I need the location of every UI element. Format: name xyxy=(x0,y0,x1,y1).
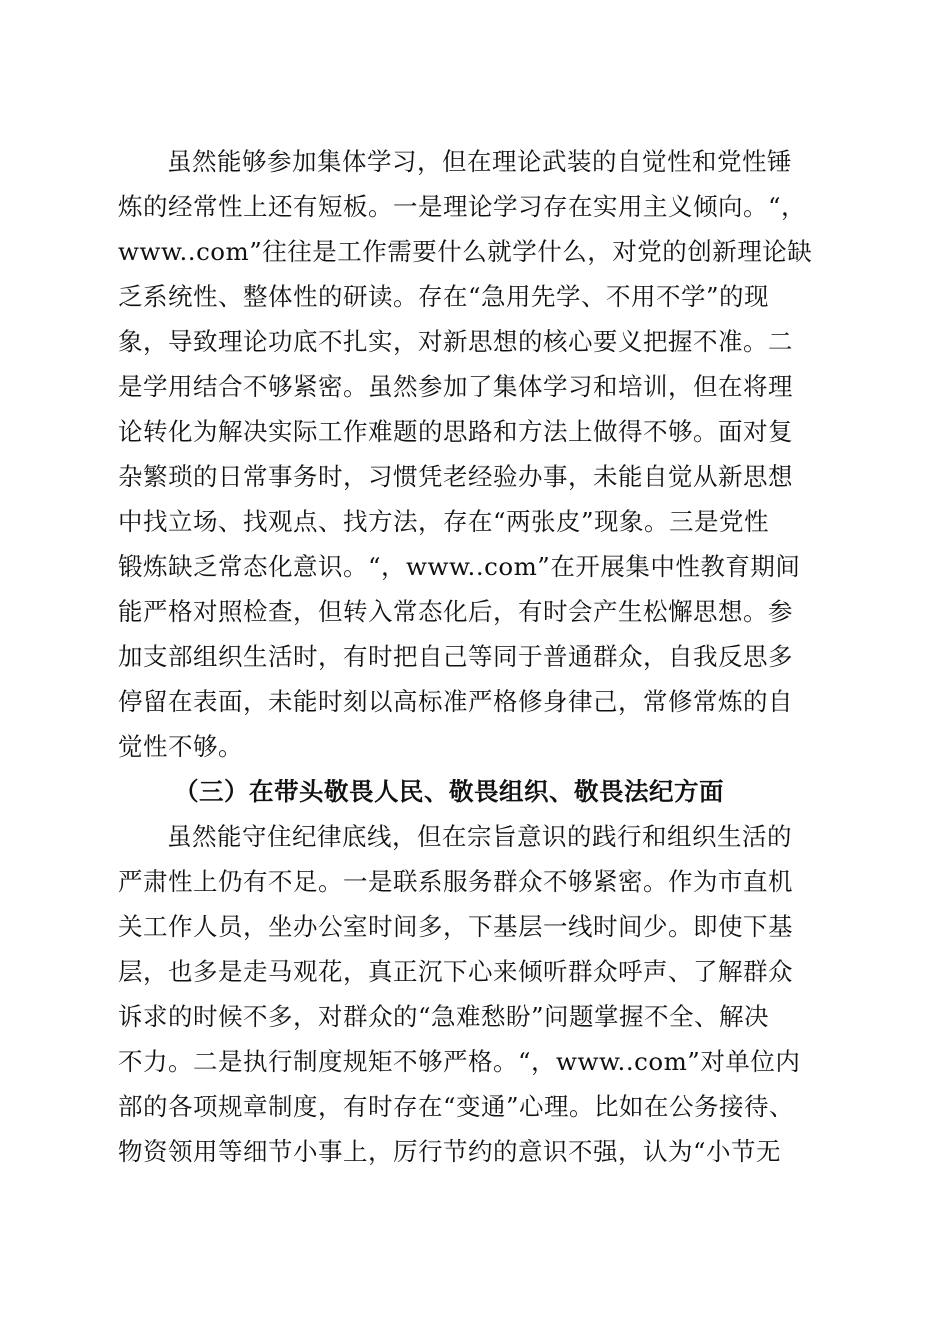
paragraph-line: 乏系统性、整体性的研读。存在“急用先学、不用不学”的现 xyxy=(118,282,770,311)
paragraph-line: 炼的经常性上还有短板。一是理论学习存在实用主义倾向。“， xyxy=(118,192,807,221)
paragraph-line: 虽然能够参加集体学习，但在理论武装的自觉性和党性锤 xyxy=(167,147,792,176)
paragraph-line: 不力。二是执行制度规矩不够严格。“，www..com”对单位内 xyxy=(118,1047,801,1076)
paragraph-line: 象，导致理论功底不扎实，对新思想的核心要义把握不准。二 xyxy=(118,327,793,356)
paragraph-line: 论转化为解决实际工作难题的思路和方法上做得不够。面对复 xyxy=(118,417,793,446)
paragraph-line: 是学用结合不够紧密。虽然参加了集体学习和培训，但在将理 xyxy=(118,372,793,401)
paragraph-line: 物资领用等细节小事上，厉行节约的意识不强，认为“小节无 xyxy=(118,1137,782,1166)
paragraph-line: 觉性不够。 xyxy=(118,732,243,761)
paragraph-line: 部的各项规章制度，有时存在“变通”心理。比如在公务接待、 xyxy=(118,1092,795,1121)
paragraph-line: 杂繁琐的日常事务时，习惯凭老经验办事，未能自觉从新思想 xyxy=(118,462,793,491)
paragraph-line: 虽然能守住纪律底线，但在宗旨意识的践行和组织生活的 xyxy=(167,822,792,851)
paragraph-line: 停留在表面，未能时刻以高标准严格修身律己，常修常炼的自 xyxy=(118,687,793,716)
paragraph-line: 严肃性上仍有不足。一是联系服务群众不够紧密。作为市直机 xyxy=(118,867,793,896)
paragraph-line: www..com”往往是工作需要什么就学什么，对党的创新理论缺 xyxy=(118,237,813,266)
paragraph-line: 加支部组织生活时，有时把自己等同于普通群众，自我反思多 xyxy=(118,642,793,671)
paragraph-line: 诉求的时候不多，对群众的“急难愁盼”问题掌握不全、解决 xyxy=(118,1002,770,1031)
paragraph-line: 锻炼缺乏常态化意识。“，www..com”在开展集中性教育期间 xyxy=(118,552,801,581)
paragraph-line: 层，也多是走马观花，真正沉下心来倾听群众呼声、了解群众 xyxy=(118,957,793,986)
section-heading: （三）在带头敬畏人民、敬畏组织、敬畏法纪方面 xyxy=(174,777,724,806)
paragraph-line: 关工作人员，坐办公室时间多，下基层一线时间少。即使下基 xyxy=(118,912,793,941)
paragraph-line: 中找立场、找观点、找方法，存在“两张皮”现象。三是党性 xyxy=(118,507,770,536)
paragraph-line: 能严格对照检查，但转入常态化后，有时会产生松懈思想。参 xyxy=(118,597,793,626)
